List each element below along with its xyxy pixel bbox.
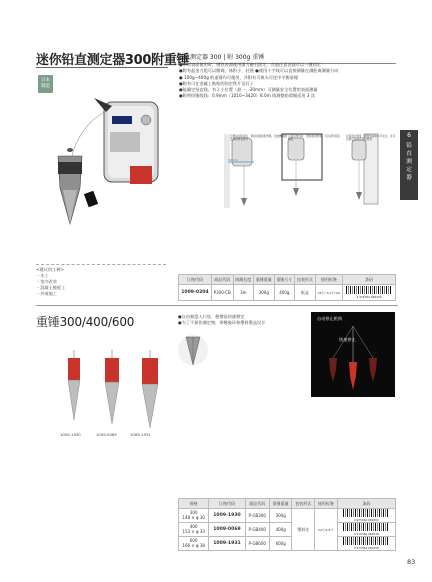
trade-item: ・木工 [36,273,49,278]
chapter-label: 铅直测定器 [406,143,412,181]
weight: 300g [269,509,292,523]
order-code: 1009-1930 [209,509,245,523]
weight: 300g [254,285,275,301]
barcode-cell [337,523,395,537]
product-code: P300-CB [211,285,233,301]
product1-title: 迷你铅直测定器300附重锤 [36,53,190,68]
barcode-number: 4 975364 069318 [353,532,379,536]
spec-size: 600 166 × φ 38 [179,537,209,551]
pack-qty: 24个/1/1个 [315,509,338,551]
photo-caption: 快速停止 [339,337,356,342]
bullet-item: ●木材表面使用时，钢铁表面使用强力磁石固定，其他任意表面可以一键固定 [179,62,321,67]
barcode-number: 4 975364 069349 [356,295,382,299]
diagram-note: 当器具到铅直时，钢铁表面吸附效果，因此精确测量和铅垂直部分 [230,135,288,142]
plumb-bobs-photo [62,350,162,430]
trade-item: ・混凝土模板工 [36,285,66,290]
spec-size: 300 148 × φ 30 [179,509,209,523]
title-divider [36,67,168,68]
product2-bullets [178,314,298,327]
table-header: 重锤尺寸 [274,275,295,285]
auto-stop-photo [311,312,395,397]
barcode [343,537,389,545]
table-header: 规格 [179,499,209,509]
table-row [179,509,396,523]
size: 400g [274,285,295,301]
barcode-cell [343,285,396,301]
trade-item: ・外墙施工 [36,291,57,296]
product-code: P-GB300 [245,509,269,523]
plumb-label: 1009-1931 [130,432,151,437]
barcode-number: 4 975364 069325 [353,546,379,550]
weight: 400g [269,523,292,537]
spec-size: 400 153 × φ 33 [179,523,209,537]
bullet-item: ●自由刻度入口处、便携易快速移定 [178,314,245,319]
page-number: 83 [407,558,416,566]
section-divider [36,305,398,306]
plumb-bob-300 [68,350,80,420]
plumb-bob-600 [142,350,158,428]
bullet-item: ● 100g~400g 的重锤均可使用，并附有可换头可挂中平衡垂锤 [179,74,299,80]
recommended-trades [36,264,166,297]
plumb-bob-400 [105,350,119,424]
product1-spec-table [178,274,396,301]
table-header: 线绳长度 [233,275,254,285]
bullet-item: ●附有可在金属上粘贴的固定铁片及钉子 [179,80,254,86]
barcode [343,523,389,531]
table-header: 条码 [343,275,396,285]
barcode-number: 4 975364 069301 [353,518,379,522]
order-code: 1009-1931 [209,537,245,551]
packaging: 纸盒 [295,285,316,301]
table-header: 条码 [337,499,395,509]
made-in-japan-badge [38,75,53,93]
product1-section-head: 铅直测定器 300 | 附 300g 重锤 [178,52,396,64]
pack-qty: 24个/ 1/1个/1/6 [315,285,342,301]
barcode-cell [337,537,395,551]
plumb-label: 1009-1930 [60,432,81,437]
weight: 600g [269,537,292,551]
bullet-item: ●附有起金刀组可以微调，体积小、轻便 ●使用十字线可以直接测量在测距离测量方向 [179,68,339,74]
product-code: P-GB600 [245,537,269,551]
bullet-item: ●能确定坚直线、有２个位置（最一、30mm）可测量安全位置的表面测量 [179,87,318,93]
table-row [179,537,396,551]
product-code: P-GB400 [245,523,269,537]
order-code: 1009-0204 [179,285,212,301]
table-header: 使用标签 [315,499,338,509]
table-header-row [179,499,396,509]
product2-spec-table [178,498,396,551]
trades-heading: <建议用工种> [36,267,64,272]
table-header: 商品代码 [211,275,233,285]
product1-photo [36,96,172,262]
svg-text:30mm: 30mm [228,158,238,162]
table-header: 包装形式 [292,499,315,509]
chapter-side-tab [400,130,418,200]
table-row [179,285,396,301]
usage-diagram [224,132,396,210]
bullet-item: ●附带铅锤线线：0.9mm（1010~3420）8.0m 线调整防滑绳适用 3 次 [179,93,316,99]
product2-title: 重锤300/400/600 [36,315,135,329]
swing-plumb-graphic [311,312,395,397]
table-header: 重锤重量 [269,499,292,509]
line-length: 3m [233,285,254,301]
cone-closeup [178,333,208,367]
bullet-item: ●为了不损伤测定物，带橡胶环和塑料墨盒设计 [178,320,266,326]
diagram-note: 只能铅垂线时，钢铁吸附效果，可以使用铅直测量 [288,135,340,142]
table-header: 重锤重量 [254,275,275,285]
table-header: 订购代码 [209,499,245,509]
order-code: 1009-0069 [209,523,245,537]
packaging: 塑料壳 [292,509,315,551]
barcode-cell [337,509,395,523]
table-header: 商品代码 [245,499,269,509]
plumb-bob-graphic [58,148,82,224]
badge-text: 日本 制造 [41,78,50,89]
photo-caption: 自动停止机构 [317,316,343,321]
trade-item: ・室内改装 [36,279,57,284]
plumb-label: 1009-0069 [96,432,117,437]
table-header: 包装形式 [295,275,316,285]
table-header: 订购代码 [179,275,212,285]
table-header-row [179,275,396,285]
diagram-note: 在铅直处测量，测量线保持水平状态，并可以测量到测量处的铅垂 [346,135,396,142]
barcode [346,286,392,294]
table-header: 使用标签 [315,275,342,285]
product1-bullets [179,62,401,100]
table-row [179,523,396,537]
barcode [343,509,389,517]
chapter-number: 6 [407,132,411,139]
